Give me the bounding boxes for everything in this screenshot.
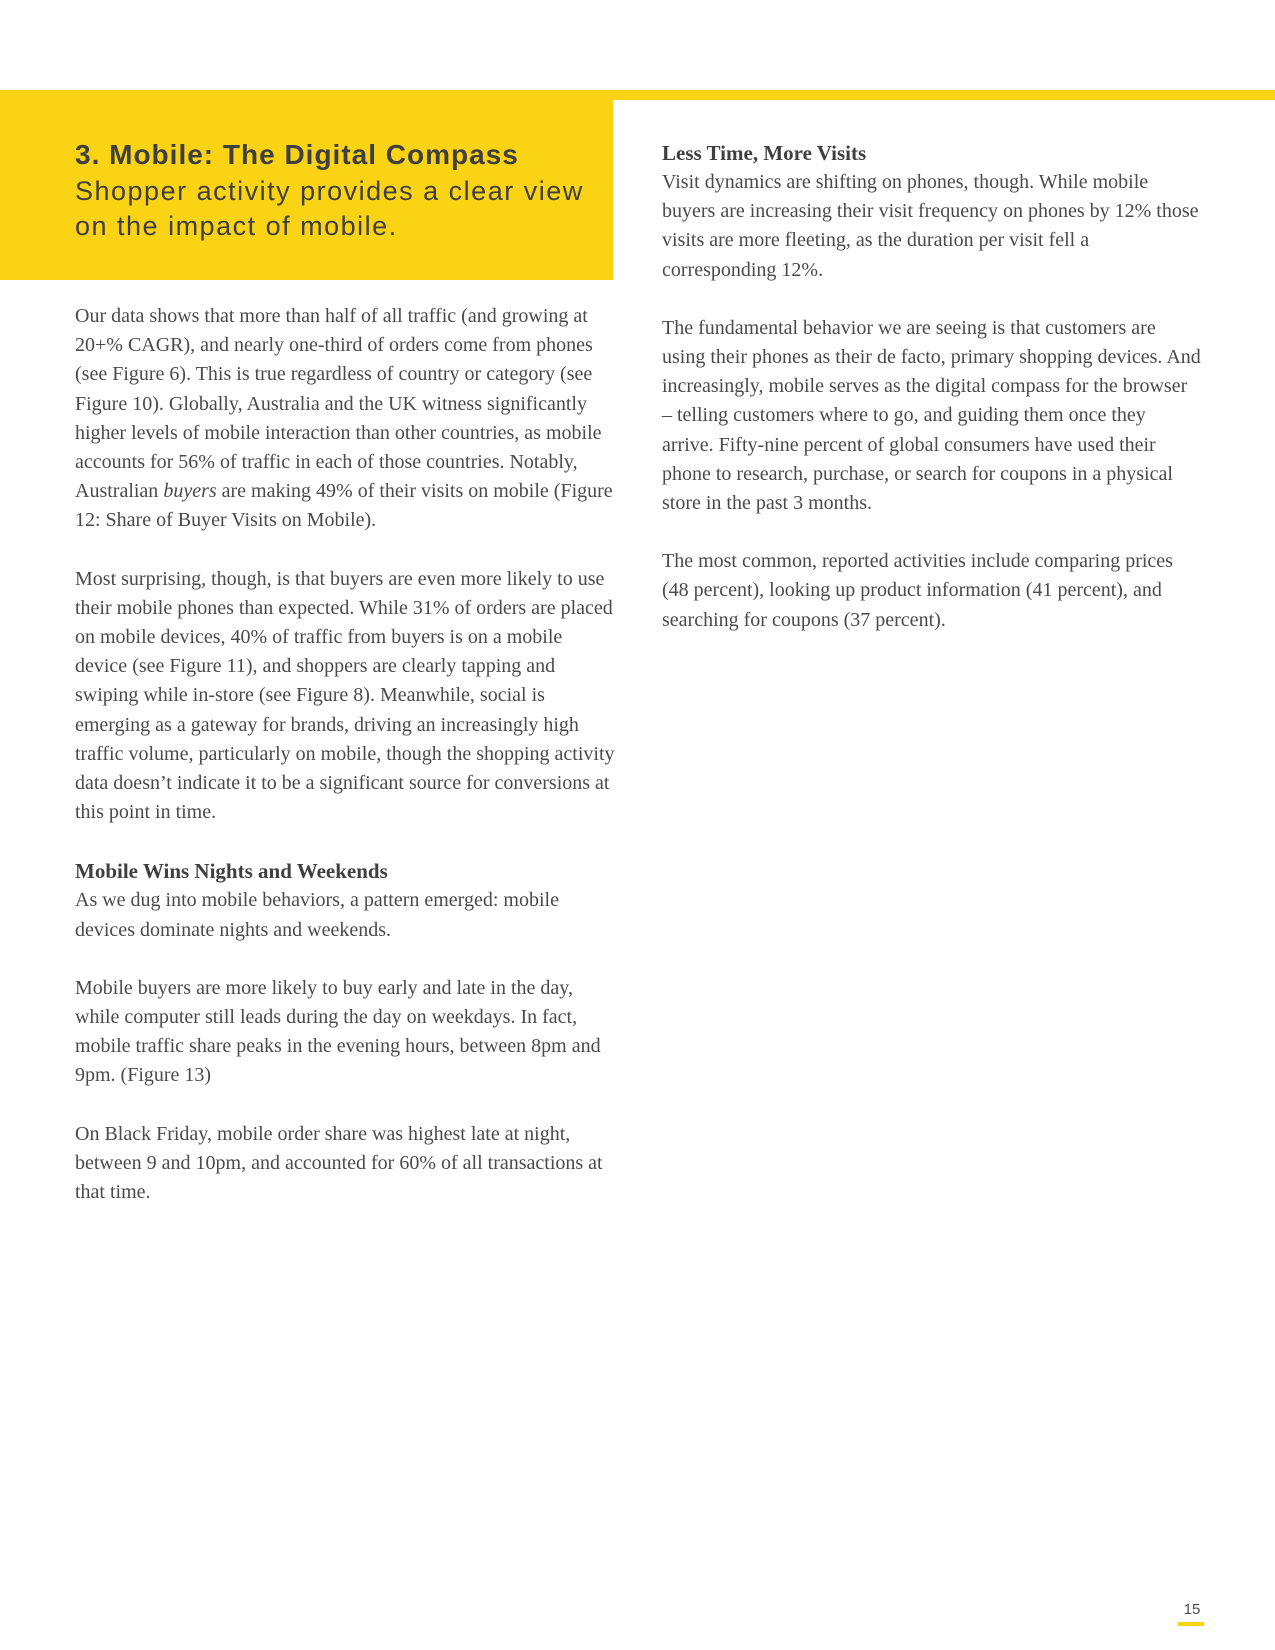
- paragraph: The fundamental behavior we are seeing is that customers are using their phones as their de facto, primary shopping devices. And increasingly, mobile serves as the digital compass for the browser – telling customers where to go, and guiding them once they arrive. Fifty-nine percent of global consumers have used their phone to research, purchase, or search for coupons in a physical store in the past 3 months.: [662, 316, 1201, 515]
- paragraph: Most surprising, though, is that buyers are even more likely to use their mobile phones than expected. While 31% of orders are placed on mobile devices, 40% of traffic from buyers is on a mobile device (see Figure 11), and shoppers are clearly tapping and swiping while in-store (see Figure 8). Meanwhile, social is emerging as a gateway for brands, driving an increasingly high traffic volume, particularly on mobile, though the shopping activity data doesn’t indicate it to be a significant source for conversions at this point in time.: [75, 567, 615, 824]
- page-number: 15: [1183, 1601, 1201, 1618]
- emphasis-buyers: buyers: [163, 480, 217, 503]
- left-column: [75, 302, 615, 1236]
- section-title: 3. Mobile: The Digital Compass: [75, 139, 519, 170]
- section-subtitle: Shopper activity provides a clear view on the impact of mobile.: [75, 176, 584, 241]
- paragraph: Our data shows that more than half of all traffic (and growing at 20+% CAGR), and nearly one-third of orders come from phones (see Figure 6). This is true regardless of country or category (see Figure 10). Globally, Australia and the UK witness significantly higher levels of mobile interaction than other countries, as mobile accounts for 56% of traffic in each of those countries. Notably, Australian buyers are making 49% of their visits on mobile (Figure 12: Share of Buyer Visits on Mobile).: [75, 305, 613, 532]
- paragraph: As we dug into mobile behaviors, a pattern emerged: mobile devices dominate nights and weekends.: [75, 889, 559, 941]
- subheading-nights-weekends: Mobile Wins Nights and Weekends: [75, 859, 388, 884]
- paragraph: Visit dynamics are shifting on phones, though. While mobile buyers are increasing their visit frequency on phones by 12% those visits are more fleeting, as the duration per visit fell a corresponding 12%.: [662, 171, 1199, 281]
- paragraph: Mobile buyers are more likely to buy early and late in the day, while computer still leads during the day on weekdays. In fact, mobile traffic share peaks in the evening hours, between 8pm and 9pm. (Figure 13): [75, 976, 601, 1087]
- paragraph: On Black Friday, mobile order share was highest late at night, between 9 and 10pm, and accounted for 60% of all transactions at that time.: [75, 1122, 603, 1204]
- right-column: [662, 138, 1202, 664]
- page-number-underline: [1178, 1622, 1204, 1626]
- paragraph: The most common, reported activities include comparing prices (48 percent), looking up product information (41 percent), and searching for coupons (37 percent).: [662, 550, 1173, 631]
- subheading-less-time-more-visits: Less Time, More Visits: [662, 141, 867, 165]
